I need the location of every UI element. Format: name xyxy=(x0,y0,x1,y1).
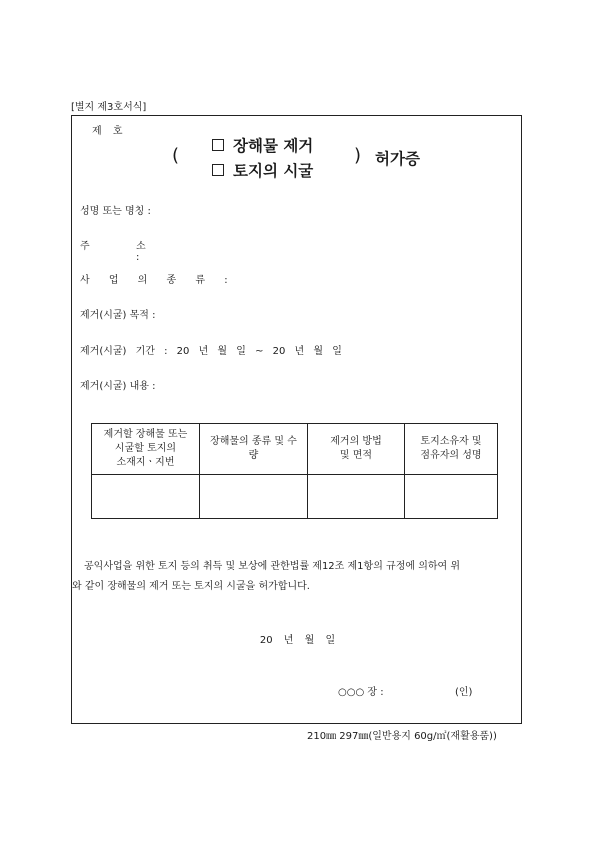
issuing-authority: ○○○ 장 : xyxy=(338,687,384,698)
title-permit-suffix: 허가증 xyxy=(375,150,420,168)
field-address-label-a: 주 xyxy=(80,241,90,252)
table-header-row xyxy=(92,424,498,475)
field-address-label-b: 소 : xyxy=(136,241,146,263)
cell-removal-method-area[interactable] xyxy=(308,475,405,519)
permit-statement-line-2: 와 같이 장해물의 제거 또는 토지의 시굴을 허가합니다. xyxy=(72,581,310,592)
title-option-land-test-dig xyxy=(212,159,313,181)
land-test-dig-checkbox[interactable] xyxy=(212,164,224,176)
title-option-obstacle-removal-label: 장해물 제거 xyxy=(233,137,314,155)
header-removal-method-area: 제거의 방법 및 면적 xyxy=(308,424,405,475)
form-number-label: [별지 제3호서식] xyxy=(71,102,147,113)
issue-date-line: 20 년 월 일 xyxy=(259,635,336,646)
permit-number-label: 제 호 xyxy=(92,126,127,137)
permit-form-frame xyxy=(71,115,522,724)
header-owner-occupant-name: 토지소유자 및 점유자의 성명 xyxy=(405,424,498,475)
cell-obstacle-type-quantity[interactable] xyxy=(200,475,308,519)
seal-mark: (인) xyxy=(455,687,473,698)
title-option-obstacle-removal xyxy=(212,134,313,156)
paper-spec-footnote: 210㎜ 297㎜(일반용지 60g/㎡(재활용품)) xyxy=(307,731,497,742)
table-row xyxy=(92,475,498,519)
header-location: 제거할 장해물 또는 시굴할 토지의 소재지ㆍ지번 xyxy=(92,424,200,475)
cell-location[interactable] xyxy=(92,475,200,519)
header-obstacle-type-quantity: 장해물의 종류 및 수 량 xyxy=(200,424,308,475)
signature-block xyxy=(338,683,473,698)
field-applicant-name: 성명 또는 명칭 : xyxy=(80,206,151,217)
field-business-type: 사 업 의 종 류 : xyxy=(80,275,236,286)
field-purpose: 제거(시굴) 목적 : xyxy=(80,310,156,321)
obstacle-removal-checkbox[interactable] xyxy=(212,139,224,151)
permit-statement xyxy=(72,557,523,597)
title-close-paren: ) xyxy=(354,145,362,166)
title-open-paren: ( xyxy=(172,145,180,166)
cell-owner-occupant-name[interactable] xyxy=(405,475,498,519)
field-address xyxy=(80,237,146,263)
field-content: 제거(시굴) 내용 : xyxy=(80,381,156,392)
title-option-land-test-dig-label: 토지의 시굴 xyxy=(233,162,314,180)
permit-statement-line-1: 공익사업을 위한 토지 등의 취득 및 보상에 관한법률 제12조 제1항의 규정에 의하여 위 xyxy=(84,561,461,572)
field-period: 제거(시굴) 기간 : 20 년 월 일 ~ 20 년 월 일 xyxy=(80,346,342,357)
obstacle-info-table xyxy=(91,423,498,519)
